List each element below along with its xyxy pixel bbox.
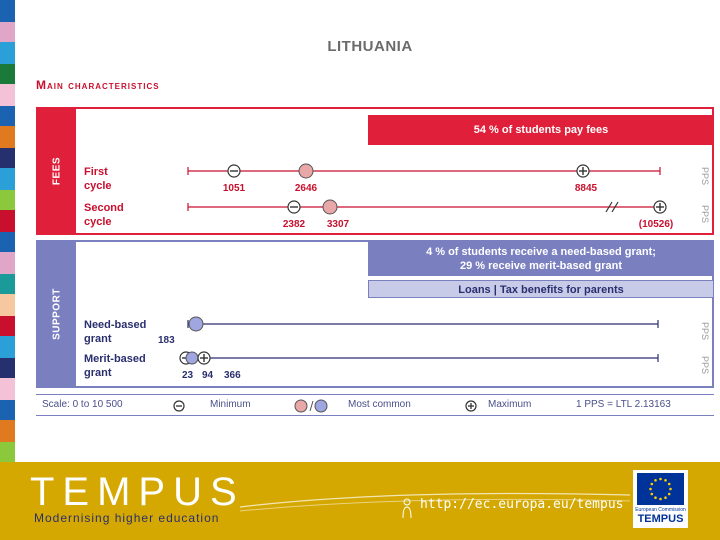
minimum-icon: [172, 399, 186, 413]
support-row-label-need: Need-based grant: [84, 319, 147, 345]
maximum-icon: [464, 399, 478, 413]
most-common-marker: [323, 200, 337, 214]
pps-conversion: 1 PPS = LTL 2.13163: [576, 399, 671, 410]
eu-caption: European Commission: [635, 507, 686, 513]
eu-logo: [633, 470, 688, 528]
pps-unit-label: PPS: [700, 205, 710, 224]
fees-row-label-second: Second cycle: [84, 202, 124, 228]
most-common-marker: [186, 352, 198, 364]
legend-minimum: Minimum: [210, 399, 251, 410]
page-title: LITHUANIA: [327, 38, 413, 55]
support-merit-max-value: 366: [224, 370, 241, 381]
pps-unit-label: PPS: [700, 356, 710, 375]
support-need-value: 183: [158, 335, 175, 346]
pps-unit-label: PPS: [700, 167, 710, 186]
fees-ranges: [38, 109, 714, 233]
most-common-marker: [189, 317, 203, 331]
support-merit-min-value: 23: [182, 370, 194, 381]
tempus-logo: TEMPUS: [30, 470, 245, 514]
maximum-marker: [654, 201, 666, 213]
website-link[interactable]: http://ec.europa.eu/tempus: [420, 497, 624, 512]
support-panel: [36, 240, 714, 388]
fees-first-min-value: 1051: [222, 183, 246, 194]
fees-row-label-first: First cycle: [84, 166, 112, 192]
fees-panel: [36, 107, 714, 235]
maximum-marker: [577, 165, 589, 177]
maximum-marker: [198, 352, 210, 364]
support-ranges: [38, 242, 714, 386]
support-side-label: SUPPORT: [51, 288, 63, 340]
loans-bar: Loans | Tax benefits for parents: [368, 280, 714, 298]
person-icon: [400, 498, 414, 520]
tagline: Modernising higher education: [34, 511, 220, 525]
fees-first-max-value: 8845: [574, 183, 598, 194]
scale-range: Scale: 0 to 10 500: [42, 399, 123, 410]
support-merit-common-value: 94: [202, 370, 214, 381]
eu-tempus-label: TEMPUS: [637, 513, 684, 525]
fees-first-common-value: 2646: [294, 183, 318, 194]
grant-share-bar: 4 % of students receive a need-based grant; 29 % receive merit-based grant: [368, 242, 714, 276]
minimum-marker: [228, 165, 240, 177]
most-common-marker: [299, 164, 313, 178]
scale-legend: [36, 394, 714, 416]
fees-side-label: FEES: [51, 156, 63, 186]
decorative-stripes: [0, 0, 15, 540]
fees-second-max-value: (10526): [638, 219, 674, 230]
fees-share-bar: 54 % of students pay fees: [368, 115, 714, 145]
pps-unit-label: PPS: [700, 322, 710, 341]
eu-flag-icon: [637, 473, 684, 505]
fees-second-common-value: 3307: [326, 219, 350, 230]
support-row-label-merit: Merit-based grant: [84, 353, 146, 379]
section-heading: Main characteristics: [36, 78, 160, 92]
most-common-icon: [294, 398, 328, 414]
fees-second-min-value: 2382: [282, 219, 306, 230]
legend-most-common: Most common: [348, 399, 411, 410]
minimum-marker: [288, 201, 300, 213]
legend-maximum: Maximum: [488, 399, 532, 410]
